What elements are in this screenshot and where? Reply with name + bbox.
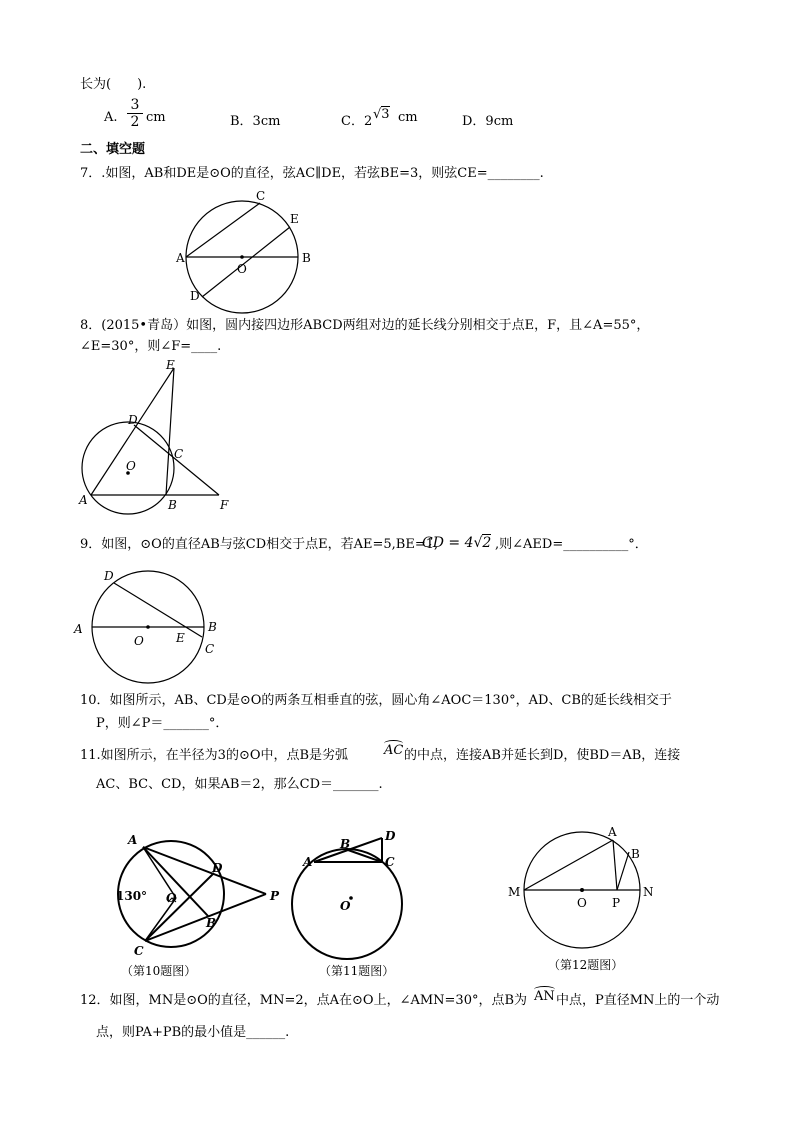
q11-line2: AC、BC、CD，如果AB＝2，那么CD＝_______. bbox=[96, 777, 383, 792]
fig12-line-pb bbox=[617, 852, 629, 890]
q8-line-ae bbox=[91, 368, 174, 495]
q9-label-e: E bbox=[176, 631, 185, 645]
fig12-line-ma bbox=[524, 840, 613, 890]
fig11-label-c: C bbox=[385, 855, 395, 869]
q9-label-o: O bbox=[134, 634, 144, 648]
q8-label-c: C bbox=[174, 447, 184, 461]
fig12-caption: （第12题图） bbox=[548, 958, 624, 972]
q6-option-a-label: A. bbox=[104, 110, 118, 125]
q8-label-d: D bbox=[128, 413, 138, 427]
q7-label-o: O bbox=[237, 262, 247, 276]
q8-figure bbox=[76, 358, 246, 518]
q9-formula-radicand: 2 bbox=[482, 535, 492, 551]
q8-label-e: E bbox=[166, 358, 175, 372]
q11-arc-text: AC bbox=[384, 743, 404, 758]
fig12 bbox=[500, 822, 665, 952]
q8-label-b: B bbox=[168, 498, 177, 512]
q11-line1-post: 的中点，连接AB并延长到D，使BD＝AB，连接 bbox=[404, 748, 681, 763]
q6-option-c-unit: cm bbox=[398, 110, 418, 125]
q11-line1-pre: 11.如图所示，在半径为3的⊙O中，点B是劣弧 bbox=[80, 748, 349, 763]
q7-label-c: C bbox=[256, 189, 266, 203]
q10-line2: P，则∠P＝_______°． bbox=[96, 716, 229, 731]
q7-label-e: E bbox=[290, 212, 299, 226]
fig11-line-bd bbox=[348, 838, 382, 850]
fig12-label-m: M bbox=[508, 885, 521, 899]
q6-option-b: B．3cm bbox=[230, 114, 281, 129]
q9-label-c: C bbox=[205, 642, 215, 656]
fig12-label-a: A bbox=[608, 825, 617, 839]
fig10-label-p: P bbox=[270, 889, 280, 903]
q7-label-a: A bbox=[176, 251, 185, 265]
q11-arc bbox=[384, 742, 403, 760]
fig10-chord-cd bbox=[145, 873, 217, 941]
fig12-center-dot bbox=[580, 888, 584, 892]
q7-figure bbox=[170, 185, 320, 310]
q12-arc-text: AN bbox=[534, 989, 555, 1004]
q8-line2: ∠E=30°，则∠F=____. bbox=[80, 339, 222, 354]
fig12-label-p: P bbox=[612, 896, 621, 910]
q6-option-a-unit: cm bbox=[146, 110, 166, 125]
fig11-label-b: B bbox=[340, 837, 351, 851]
q12-line2: 点，则PA+PB的最小值是______. bbox=[96, 1025, 290, 1040]
q8-line1: 8．(2015•青岛）如图，圆内接四边形ABCD两组对边的延长线分别相交于点E，F，且∠A=55°， bbox=[80, 318, 650, 333]
q10-line1: 10．如图所示，AB、CD是⊙O的两条互相垂直的弦，圆心角∠AOC＝130°，AD、CB的延长线相交于 bbox=[80, 693, 672, 708]
fig10-caption: （第10题图） bbox=[121, 964, 197, 978]
q7-center-dot bbox=[240, 255, 244, 259]
q7-label-d: D bbox=[190, 289, 200, 303]
fig10-chord-ab bbox=[143, 847, 208, 916]
sqrt-symbol: √ bbox=[373, 107, 382, 122]
q6-tail: 长为( ). bbox=[80, 77, 147, 92]
q7-label-b: B bbox=[302, 251, 311, 265]
fig11-caption: （第11题图） bbox=[319, 964, 395, 978]
fig10-label-o: O bbox=[166, 891, 177, 905]
q9-formula-lhs: CD = 4 bbox=[422, 535, 474, 551]
q9-label-b: B bbox=[208, 620, 217, 634]
q6-option-d: D．9cm bbox=[462, 114, 514, 129]
q8-label-a: A bbox=[79, 493, 88, 507]
q9-text-pre: 9．如图，⊙O的直径AB与弦CD相交于点E，若AE=5,BE=1, bbox=[80, 537, 439, 552]
fig11-label-a: A bbox=[303, 855, 313, 869]
sqrt-symbol: √ bbox=[473, 535, 483, 551]
q9-text-post: ,则∠AED=__________°． bbox=[495, 537, 648, 552]
fig11 bbox=[290, 826, 415, 961]
q9-label-d: D bbox=[104, 569, 114, 583]
q9-figure bbox=[70, 565, 230, 690]
fig10-label-c: C bbox=[134, 944, 144, 958]
fig10-label-a: A bbox=[128, 833, 138, 847]
q6-option-c-radicand: 3 bbox=[381, 107, 390, 122]
q8-label-f: F bbox=[220, 498, 229, 512]
q12-line1-post: 中点，P直径MN上的一个动 bbox=[556, 993, 720, 1008]
q9-formula bbox=[422, 534, 491, 552]
fig10-label-d: D bbox=[212, 861, 223, 875]
fig12-label-o: O bbox=[577, 896, 587, 910]
fig10-label-b: B bbox=[206, 916, 217, 930]
fig10 bbox=[108, 828, 298, 963]
fig12-label-n: N bbox=[643, 885, 654, 899]
arc-mark bbox=[534, 986, 555, 993]
q7-text: 7．.如图，AB和DE是⊙O的直径，弦AC∥DE，若弦BE=3，则弦CE=________. bbox=[80, 166, 544, 181]
q6-option-a-fraction bbox=[127, 97, 143, 130]
q12-arc bbox=[534, 988, 555, 1006]
fig11-label-d: D bbox=[385, 829, 396, 843]
q9-center-dot bbox=[146, 625, 150, 629]
q7-chord-ac bbox=[186, 203, 260, 257]
fig10-angle-label: 130° bbox=[116, 889, 148, 903]
q6-option-a-denominator: 2 bbox=[127, 113, 143, 130]
fig12-line-ap bbox=[613, 840, 617, 890]
q12-line1-pre: 12．如图，MN是⊙O的直径，MN=2，点A在⊙O上，∠AMN=30°，点B为 bbox=[80, 993, 528, 1008]
q6-option-a-numerator: 3 bbox=[130, 97, 140, 113]
q9-label-a: A bbox=[74, 622, 83, 636]
fig11-label-o: O bbox=[340, 899, 351, 913]
q6-option-c-sqrt bbox=[373, 107, 390, 122]
fig12-label-b: B bbox=[631, 847, 640, 861]
section-title: 二、填空题 bbox=[80, 142, 146, 157]
q8-label-o: O bbox=[126, 459, 136, 473]
q9-chord-cd bbox=[114, 583, 202, 637]
q6-option-c-label: C．2 bbox=[341, 114, 373, 129]
